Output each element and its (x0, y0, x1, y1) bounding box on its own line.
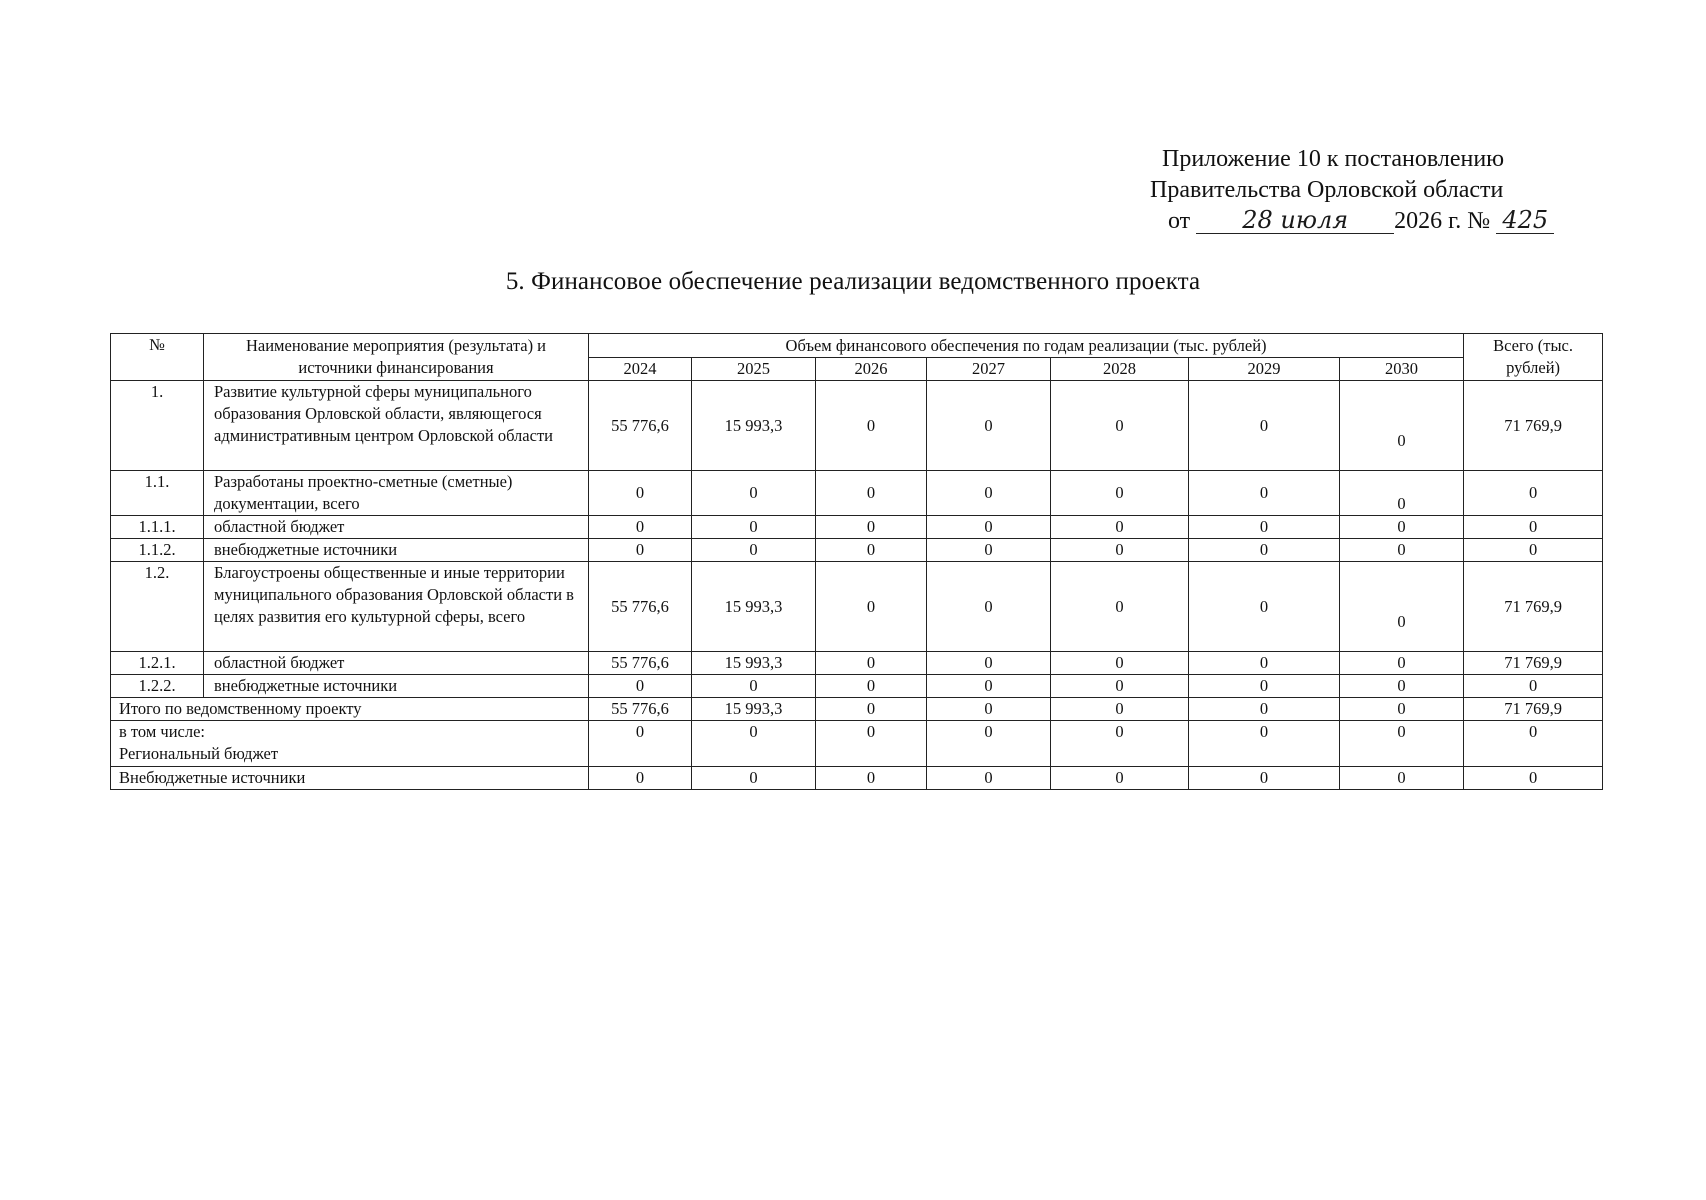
appendix-year: 2026 г. № (1394, 208, 1491, 234)
summary-value: 0 (692, 721, 816, 767)
summary-total: 0 (1464, 767, 1603, 790)
summary-value: 0 (1340, 767, 1464, 790)
summary-label (111, 721, 589, 767)
appendix-line-3 (1100, 206, 1570, 237)
summary-value: 0 (927, 721, 1051, 767)
row-value: 0 (1189, 471, 1340, 516)
row-value: 0 (927, 471, 1051, 516)
row-value: 0 (1340, 539, 1464, 562)
summary-value: 0 (1051, 698, 1189, 721)
summary-row (111, 721, 1603, 767)
row-value: 0 (927, 675, 1051, 698)
row-value: 0 (927, 562, 1051, 652)
row-total: 71 769,9 (1464, 381, 1603, 471)
row-number: 1.2. (111, 562, 204, 652)
row-value: 0 (1051, 471, 1189, 516)
row-number: 1.1. (111, 471, 204, 516)
row-value: 0 (589, 539, 692, 562)
row-value: 0 (589, 516, 692, 539)
row-value: 55 776,6 (589, 562, 692, 652)
handwritten-date: 28 июля (1196, 207, 1394, 234)
header-number: № (111, 334, 204, 381)
row-value: 0 (1189, 652, 1340, 675)
summary-total: 0 (1464, 721, 1603, 767)
row-number: 1.1.2. (111, 539, 204, 562)
summary-value: 0 (1189, 721, 1340, 767)
table-row (111, 652, 1603, 675)
header-year: 2029 (1189, 358, 1340, 381)
row-value: 0 (1340, 652, 1464, 675)
appendix-prefix: от (1168, 208, 1191, 234)
summary-row (111, 698, 1603, 721)
header-year: 2026 (816, 358, 927, 381)
row-value: 0 (816, 675, 927, 698)
header-year: 2030 (1340, 358, 1464, 381)
row-value: 0 (1051, 675, 1189, 698)
header-total: Всего (тыс. рублей) (1464, 334, 1603, 381)
row-value: 0 (1189, 562, 1340, 652)
summary-value: 0 (816, 721, 927, 767)
row-name: областной бюджет (204, 652, 589, 675)
summary-value: 0 (1340, 721, 1464, 767)
row-number: 1.2.1. (111, 652, 204, 675)
row-value: 0 (816, 471, 927, 516)
row-value: 0 (692, 675, 816, 698)
summary-label: Внебюджетные источники (111, 767, 589, 790)
table-row (111, 471, 1603, 516)
row-value: 0 (816, 516, 927, 539)
row-name: внебюджетные источники (204, 539, 589, 562)
summary-label-line: в том числе: (119, 722, 206, 741)
summary-value: 0 (1340, 698, 1464, 721)
appendix-line-2: Правительства Орловской области (1150, 177, 1504, 203)
row-value: 0 (589, 675, 692, 698)
row-value: 0 (1051, 516, 1189, 539)
summary-value: 15 993,3 (692, 698, 816, 721)
row-value: 0 (1051, 562, 1189, 652)
summary-value: 0 (816, 698, 927, 721)
row-value: 0 (1051, 652, 1189, 675)
summary-value: 0 (1051, 721, 1189, 767)
row-total: 0 (1464, 675, 1603, 698)
header-year: 2025 (692, 358, 816, 381)
row-value: 0 (927, 516, 1051, 539)
row-value: 0 (1189, 516, 1340, 539)
row-value: 0 (816, 562, 927, 652)
table-row (111, 381, 1603, 471)
row-value: 0 (1189, 675, 1340, 698)
row-value: 0 (1340, 381, 1464, 471)
row-name: Благоустроены общественные и иные территории муниципального образования Орловской области в целях развития его культурной сферы, всего (204, 562, 589, 652)
row-number: 1.1.1. (111, 516, 204, 539)
row-total: 71 769,9 (1464, 652, 1603, 675)
row-value: 0 (1189, 381, 1340, 471)
row-number: 1. (111, 381, 204, 471)
header-volume: Объем финансового обеспечения по годам реализации (тыс. рублей) (589, 334, 1464, 358)
appendix-header (1100, 144, 1570, 237)
summary-value: 0 (1189, 698, 1340, 721)
row-value: 55 776,6 (589, 381, 692, 471)
appendix-line-1: Приложение 10 к постановлению (1162, 146, 1505, 172)
summary-label: Итого по ведомственному проекту (111, 698, 589, 721)
row-value: 0 (1189, 539, 1340, 562)
section-title: 5. Финансовое обеспечение реализации ведомственного проекта (505, 268, 1201, 295)
summary-value: 0 (927, 767, 1051, 790)
row-value: 15 993,3 (692, 652, 816, 675)
header-year: 2028 (1051, 358, 1189, 381)
row-total: 0 (1464, 516, 1603, 539)
row-name: областной бюджет (204, 516, 589, 539)
row-value: 0 (816, 381, 927, 471)
table-row (111, 562, 1603, 652)
header-year: 2027 (927, 358, 1051, 381)
row-value: 0 (1340, 562, 1464, 652)
row-value: 0 (692, 471, 816, 516)
row-number: 1.2.2. (111, 675, 204, 698)
row-name: внебюджетные источники (204, 675, 589, 698)
summary-row (111, 767, 1603, 790)
summary-value: 0 (692, 767, 816, 790)
row-total: 0 (1464, 539, 1603, 562)
summary-value: 0 (589, 767, 692, 790)
row-value: 0 (1051, 539, 1189, 562)
row-value: 0 (927, 539, 1051, 562)
row-value: 0 (927, 381, 1051, 471)
summary-value: 0 (927, 698, 1051, 721)
summary-value: 0 (1189, 767, 1340, 790)
row-value: 15 993,3 (692, 562, 816, 652)
handwritten-number: 425 (1496, 207, 1554, 234)
summary-value: 0 (816, 767, 927, 790)
row-value: 0 (816, 539, 927, 562)
row-value: 0 (927, 652, 1051, 675)
summary-value: 0 (1051, 767, 1189, 790)
row-total: 0 (1464, 471, 1603, 516)
row-name: Развитие культурной сферы муниципального образования Орловской области, являющегося административным центром Орловской области (204, 381, 589, 471)
summary-total: 71 769,9 (1464, 698, 1603, 721)
row-name: Разработаны проектно-сметные (сметные) документации, всего (204, 471, 589, 516)
header-year: 2024 (589, 358, 692, 381)
table-row (111, 675, 1603, 698)
row-value: 0 (1340, 675, 1464, 698)
table-row (111, 516, 1603, 539)
table-row (111, 539, 1603, 562)
summary-value: 0 (589, 721, 692, 767)
row-value: 15 993,3 (692, 381, 816, 471)
row-value: 0 (692, 516, 816, 539)
header-name: Наименование мероприятия (результата) и источники финансирования (204, 334, 589, 381)
row-value: 0 (1051, 381, 1189, 471)
summary-label-line: Региональный бюджет (119, 744, 279, 763)
row-value: 0 (1340, 471, 1464, 516)
financing-table (110, 333, 1603, 790)
row-value: 0 (1340, 516, 1464, 539)
row-value: 0 (816, 652, 927, 675)
row-total: 71 769,9 (1464, 562, 1603, 652)
row-value: 55 776,6 (589, 652, 692, 675)
summary-value: 55 776,6 (589, 698, 692, 721)
row-value: 0 (589, 471, 692, 516)
row-value: 0 (692, 539, 816, 562)
